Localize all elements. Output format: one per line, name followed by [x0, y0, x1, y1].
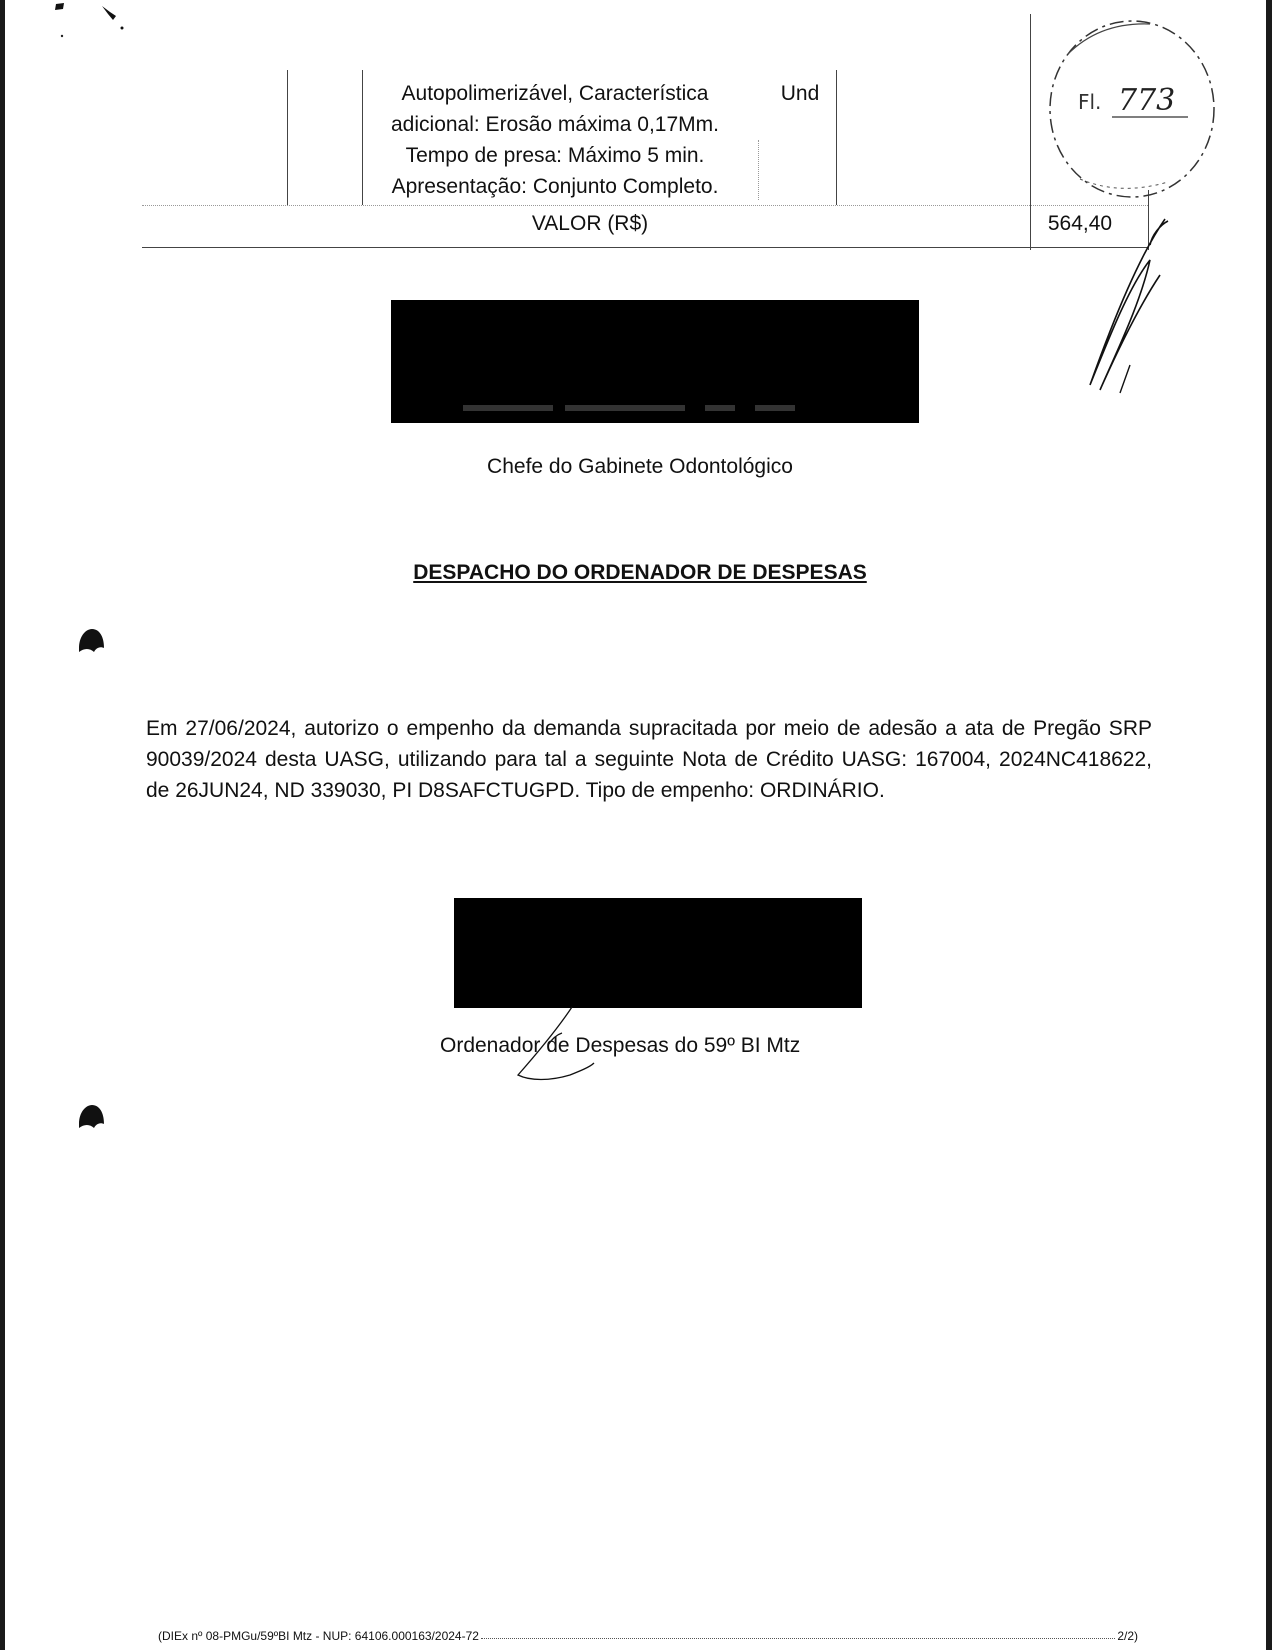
scan-edge-left	[0, 0, 5, 1650]
table-hline-1	[142, 205, 1148, 206]
description-line: adicional: Erosão máxima 0,17Mm.	[391, 113, 719, 136]
footer-reference: (DIEx nº 08-PMGu/59ºBI Mtz - NUP: 64106.000163/2024-72	[158, 1629, 479, 1643]
table-total-value: 564,40	[1047, 212, 1113, 235]
footer-page-number: 2/2)	[1117, 1629, 1138, 1643]
dispatch-paragraph: Em 27/06/2024, autorizo o empenho da demanda supracitada por meio de adesão a ata de Pregão SRP 90039/2024 desta UASG, utilizando para tal a seguinte Nota de Crédito UASG: 167004, 2024NC418622, de 26JUN24, ND 339030, PI D8SAFCTUGPD. Tipo de empenho: ORDINÁRIO.	[146, 717, 1152, 802]
page-footer	[158, 1629, 1138, 1643]
table-vline-1	[287, 70, 288, 205]
redacted-name-remnant	[455, 405, 835, 423]
rubric-signature	[1080, 215, 1190, 395]
redacted-signature-block-2	[454, 898, 862, 1008]
punch-hole-bottom	[76, 1102, 106, 1132]
footer-leader-dots	[481, 1629, 1115, 1639]
table-vline-3	[758, 140, 759, 200]
table-vline-4	[836, 70, 837, 205]
scan-specks	[50, 0, 140, 40]
description-line: Tempo de presa: Máximo 5 min.	[405, 144, 705, 167]
table-cell-description	[370, 78, 740, 202]
stamp-label: Fl.	[1078, 90, 1102, 114]
description-line: Apresentação: Conjunto Completo.	[391, 175, 719, 198]
table-total-label: VALOR (R$)	[531, 212, 649, 235]
table-vline-5	[1030, 14, 1031, 250]
signatory-2-signature	[510, 1005, 610, 1085]
scan-edge-right	[1266, 0, 1272, 1650]
stamp-number: 773	[1118, 83, 1176, 118]
stamp-underline	[1110, 112, 1190, 122]
dispatch-heading: DESPACHO DO ORDENADOR DE DESPESAS	[413, 561, 867, 584]
signatory-1-role: Chefe do Gabinete Odontológico	[487, 455, 793, 478]
table-cell-unit: Und	[780, 82, 820, 105]
description-line: Autopolimerizável, Característica	[401, 82, 709, 105]
punch-hole-top	[76, 626, 106, 656]
signatory-2-role: Ordenador de Despesas do 59º BI Mtz	[440, 1034, 801, 1057]
table-hline-2	[142, 247, 1148, 248]
table-vline-2	[362, 70, 363, 205]
